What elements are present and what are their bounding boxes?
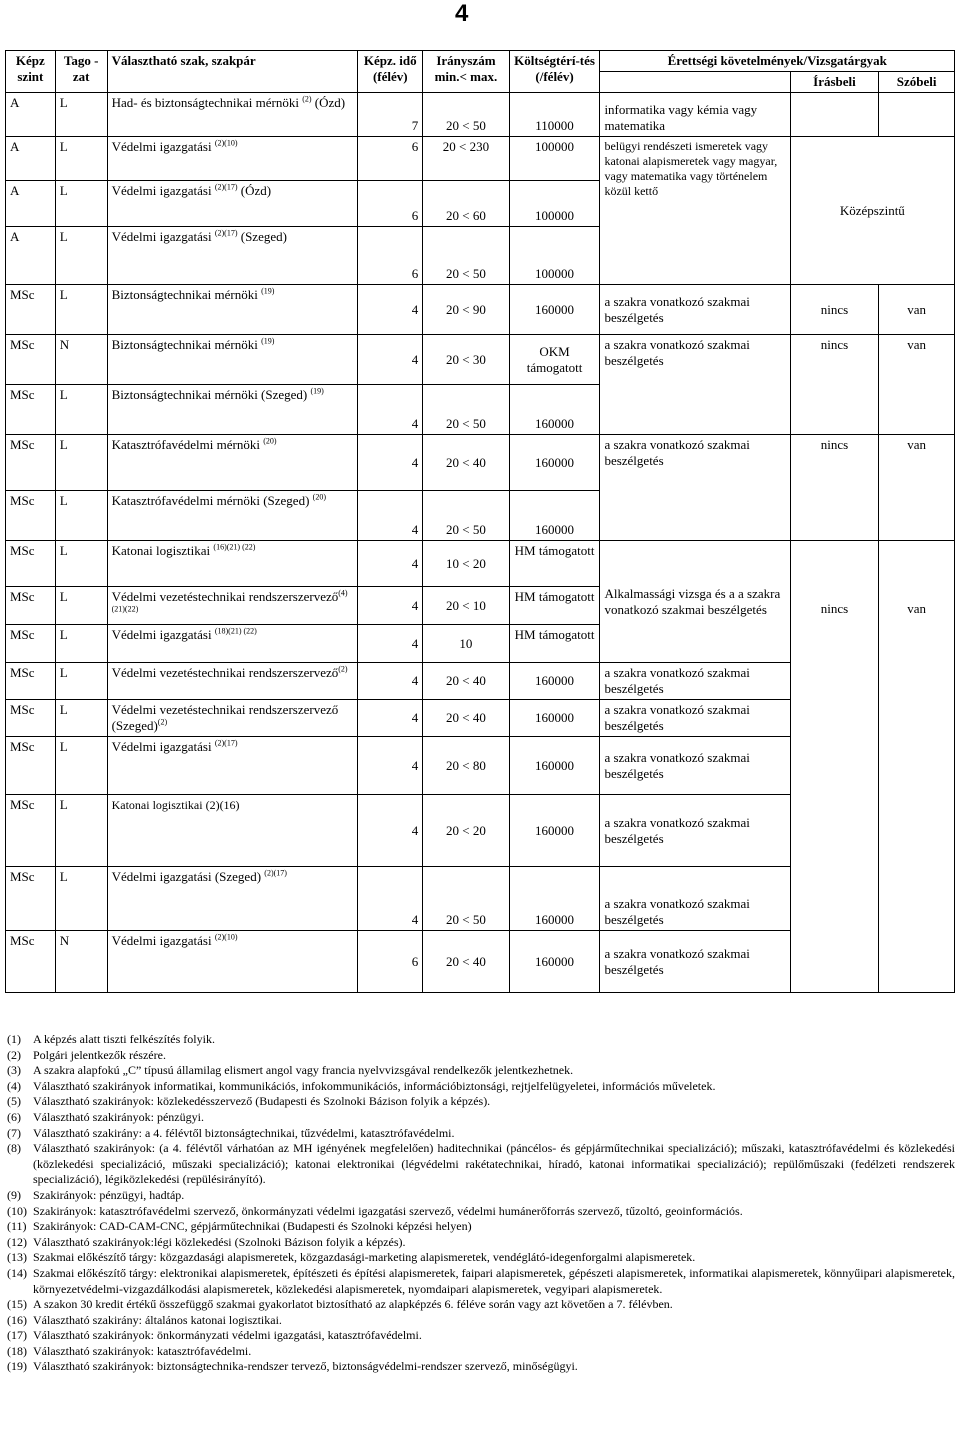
cell-irany: 10	[423, 625, 509, 663]
cell-szak: Védelmi igazgatási $^{(18)(21) (22)}$	[107, 625, 358, 663]
cell-ido: 4	[358, 587, 423, 625]
footnote	[7, 1141, 955, 1188]
cell-tag: L	[55, 587, 107, 625]
cell-szak: Védelmi igazgatási (Szeged) $^{(2)(17)}$	[107, 867, 358, 931]
cell-erettsegi: a szakra vonatkozó szakmai beszélgetés	[600, 737, 790, 795]
footnote-text: Választható szakirányok: biztonságtechnika-rendszer tervező, biztonságvédelmi-rendszer szervező, minőségügyi.	[33, 1359, 578, 1374]
table-row	[6, 93, 955, 137]
cell-irasbeli: nincs	[790, 285, 879, 335]
cell-irany: 20 < 40	[423, 931, 509, 993]
footnote-text: A szakra alapfokú „C” típusú államilag elismert angol vagy francia nyelvvizsgával rendelkezők jelentkezhetnek.	[33, 1063, 574, 1078]
cell-irany: 20 < 40	[423, 700, 509, 737]
cell-szobeli: van	[879, 285, 955, 335]
cell-ido: 6	[358, 181, 423, 227]
cell-irany: 20 < 50	[423, 867, 509, 931]
cell-erettsegi: a szakra vonatkozó szakmai beszélgetés	[600, 285, 790, 335]
footnote	[7, 1297, 955, 1313]
footnote-text: A szakon 30 kredit értékű összefüggő szakmai gyakorlatot biztosítható az alapképzés 6. féléve során vagy azt követően a 7. félévben.	[33, 1297, 673, 1312]
footnote-number: (16)	[7, 1312, 27, 1327]
footnote-number: (1)	[7, 1032, 21, 1046]
footnote	[7, 1063, 955, 1079]
footnote	[7, 1204, 955, 1220]
footnote-number: (2)	[7, 1047, 21, 1062]
cell-koltseg: HM támogatott	[509, 541, 600, 587]
cell-koltseg: 160000	[509, 435, 600, 491]
cell-ido: 4	[358, 385, 423, 435]
cell-ido: 4	[358, 867, 423, 931]
cell-ido: 4	[358, 285, 423, 335]
cell-ido: 6	[358, 931, 423, 993]
cell-ido: 6	[358, 137, 423, 181]
cell-koltseg: 100000	[509, 137, 600, 181]
cell-szak: Biztonságtechnikai mérnöki (Szeged) $^{(19)}$	[107, 385, 358, 435]
cell-koltseg: 160000	[509, 491, 600, 541]
cell-szint: MSc	[6, 587, 56, 625]
cell-szint: MSc	[6, 625, 56, 663]
cell-szak: Védelmi igazgatási $^{(2)(17)}$	[107, 737, 358, 795]
cell-irany: 20 < 80	[423, 737, 509, 795]
footnote-text: Szakmai előkészítő tárgy: elektronikai alapismeretek, építészeti és építési alapismeretek, faipari alapismeretek, gépészeti alapismeretek, informatikai alapismeretek, könnyűipari alapismeretek, környezetvédelmi-vizgazdálkodási alapismeretek, közlekedési alapismeretek, nyomdaipari alapismeretek, vegyipari alapismeretek.	[33, 1265, 955, 1296]
cell-irany: 20 < 60	[423, 181, 509, 227]
cell-irany: 20 < 40	[423, 435, 509, 491]
cell-szint: MSc	[6, 335, 56, 385]
header-tagozat: Tago -zat	[55, 51, 107, 93]
table-row	[6, 541, 955, 587]
cell-ido: 4	[358, 663, 423, 700]
cell-szobeli: van	[879, 435, 955, 541]
cell-ido: 4	[358, 795, 423, 867]
cell-ido: 4	[358, 541, 423, 587]
footnote-text: Polgári jelentkezők részére.	[33, 1047, 166, 1062]
cell-szak: Védelmi vezetéstechnikai rendszerszervező (Szeged)$^{(2)}$	[107, 700, 358, 737]
footnote	[7, 1235, 955, 1251]
footnote-number: (12)	[7, 1234, 27, 1249]
table-row	[6, 335, 955, 385]
cell-szint: A	[6, 181, 56, 227]
admission-table	[5, 50, 955, 993]
footnote-number: (18)	[7, 1343, 27, 1358]
cell-tag: L	[55, 700, 107, 737]
cell-tag: L	[55, 795, 107, 867]
cell-tag: L	[55, 137, 107, 181]
header-iranyszam: Irányszám min.< max.	[423, 51, 509, 93]
cell-tag: L	[55, 491, 107, 541]
cell-koltseg: 160000	[509, 737, 600, 795]
cell-irany: 20 < 10	[423, 587, 509, 625]
footnote	[7, 1313, 955, 1329]
cell-szak: Had- és biztonságtechnikai mérnöki $^{(2)}$ (Ózd)	[107, 93, 358, 137]
header-irasbeli: Írásbeli	[790, 72, 879, 93]
footnote	[7, 1094, 955, 1110]
cell-koltseg: HM támogatott	[509, 587, 600, 625]
footnote-number: (19)	[7, 1359, 27, 1374]
footnote-text: Választható szakirányok:légi közlekedési (Szolnoki Bázison folyik a képzés).	[33, 1234, 406, 1249]
footnote-text: Választható szakirányok: pénzügyi.	[33, 1109, 204, 1124]
table-row	[6, 285, 955, 335]
page-number: 4	[455, 0, 469, 27]
cell-ido: 4	[358, 737, 423, 795]
cell-szint: MSc	[6, 663, 56, 700]
cell-szak: Biztonságtechnikai mérnöki $^{(19)}$	[107, 335, 358, 385]
cell-szint: MSc	[6, 385, 56, 435]
cell-koltseg: HM támogatott	[509, 625, 600, 663]
cell-irany: 20 < 230	[423, 137, 509, 181]
cell-erettsegi: a szakra vonatkozó szakmai beszélgetés	[600, 663, 790, 700]
header-koltseg: Költségtérí-tés (/félév)	[509, 51, 600, 93]
footnote-text: A képzés alatt tiszti felkészítés folyik.	[33, 1032, 215, 1046]
cell-szak: Védelmi igazgatási $^{(2)(10)}$	[107, 137, 358, 181]
header-szak: Választható szak, szakpár	[107, 51, 358, 93]
footnote	[7, 1344, 955, 1360]
footnote	[7, 1048, 955, 1064]
footnote	[7, 1188, 955, 1204]
cell-erettsegi: a szakra vonatkozó szakmai beszélgetés	[600, 700, 790, 737]
cell-irany: 20 < 30	[423, 335, 509, 385]
cell-tag: L	[55, 93, 107, 137]
cell-irany: 20 < 50	[423, 491, 509, 541]
cell-koltseg: 160000	[509, 385, 600, 435]
cell-irany: 20 < 40	[423, 663, 509, 700]
header-szobeli: Szóbeli	[879, 72, 955, 93]
footnote-text: Választható szakirányok: önkormányzati védelmi igazgatási, katasztrófavédelmi.	[33, 1328, 422, 1343]
cell-irany: 20 < 50	[423, 93, 509, 137]
header-kepz-szint: Képz szint	[6, 51, 56, 93]
cell-irasbeli: nincs	[790, 541, 879, 993]
footnote-number: (8)	[7, 1141, 21, 1156]
cell-szint: MSc	[6, 435, 56, 491]
cell-szint: MSc	[6, 795, 56, 867]
cell-szint: A	[6, 137, 56, 181]
cell-szint: MSc	[6, 491, 56, 541]
cell-tag: L	[55, 663, 107, 700]
cell-szak: Védelmi igazgatási $^{(2)(17)}$ (Szeged)	[107, 227, 358, 285]
cell-szak: Katasztrófavédelmi mérnöki $^{(20)}$	[107, 435, 358, 491]
table-row	[6, 137, 955, 181]
cell-tag: L	[55, 625, 107, 663]
cell-ido: 4	[358, 700, 423, 737]
footnote-number: (11)	[7, 1219, 27, 1234]
cell-szak: Biztonságtechnikai mérnöki $^{(19)}$	[107, 285, 358, 335]
cell-szint-kozep: Középszintű	[790, 137, 954, 285]
cell-szint: MSc	[6, 737, 56, 795]
cell-ido: 4	[358, 435, 423, 491]
footnote-number: (7)	[7, 1125, 21, 1140]
cell-koltseg: 100000	[509, 181, 600, 227]
footnote	[7, 1126, 955, 1142]
cell-erettsegi: a szakra vonatkozó szakmai beszélgetés	[600, 795, 790, 867]
footnotes	[7, 1032, 955, 1375]
cell-koltseg: 160000	[509, 700, 600, 737]
footnote	[7, 1359, 955, 1375]
cell-ido: 7	[358, 93, 423, 137]
footnote-number: (9)	[7, 1187, 21, 1202]
footnote	[7, 1266, 955, 1297]
footnote-text: Választható szakirány: a 4. félévtől biztonságtechnikai, tűzvédelmi, katasztrófavédelmi.	[33, 1125, 455, 1140]
cell-koltseg: 110000	[509, 93, 600, 137]
cell-szak: Védelmi vezetéstechnikai rendszerszervező$^{(2)}$	[107, 663, 358, 700]
footnote-number: (14)	[7, 1265, 27, 1280]
cell-szobeli: van	[879, 335, 955, 435]
cell-erettsegi: Alkalmassági vizsga és a a szakra vonatkozó szakmai beszélgetés	[600, 541, 790, 663]
cell-tag: N	[55, 931, 107, 993]
cell-szak: Katonai logisztikai (2)(16)	[107, 795, 358, 867]
cell-koltseg: 160000	[509, 663, 600, 700]
cell-koltseg: 160000	[509, 867, 600, 931]
cell-tag: L	[55, 737, 107, 795]
cell-tag: L	[55, 181, 107, 227]
footnote	[7, 1328, 955, 1344]
cell-ido: 4	[358, 491, 423, 541]
cell-tag: L	[55, 285, 107, 335]
cell-erettsegi: a szakra vonatkozó szakmai beszélgetés	[600, 867, 790, 931]
cell-koltseg: 160000	[509, 931, 600, 993]
footnote-text: Szakirányok: katasztrófavédelmi szervező, önkormányzati védelmi igazgatási szervező, védelmi humánerőforrás szervező, tűzoltó, geoinformációs.	[33, 1203, 743, 1218]
cell-szint: MSc	[6, 285, 56, 335]
cell-koltseg: 160000	[509, 795, 600, 867]
cell-erettsegi: a szakra vonatkozó szakmai beszélgetés	[600, 335, 790, 435]
footnote	[7, 1219, 955, 1235]
header-kepz-ido: Képz. idő (félév)	[358, 51, 423, 93]
footnote-text: Választható szakirányok: (a 4. félévtől várhatóan az MH igényének megfelelően) haditechnikai (páncélos- és gépjárműtechnikai specializáció); műszaki, katasztrófavédelmi és közlekedési (közlekedési specializáció, műszaki specializáció); katonai elektronikai (légvédelmi rakétatechnikai, híradó, katonai informatikai specializáció); repülőműszaki (fedélzeti rendszerek specializáció), légiközlekedési (repülésirányító).	[33, 1141, 955, 1187]
cell-ido: 6	[358, 227, 423, 285]
cell-szak: Védelmi igazgatási $^{(2)(17)}$ (Ózd)	[107, 181, 358, 227]
footnote-number: (6)	[7, 1109, 21, 1124]
footnote-text: Szakmai előkészítő tárgy: közgazdasági alapismeretek, közgazdasági-marketing alapismeretek, vendéglátó-idegenforgalmi alapismeretek.	[33, 1250, 696, 1265]
cell-irany: 20 < 20	[423, 795, 509, 867]
cell-szak: Katasztrófavédelmi mérnöki (Szeged) $^{(20)}$	[107, 491, 358, 541]
table-row	[6, 435, 955, 491]
footnote-text: Választható szakirányok: katasztrófavédelmi.	[33, 1343, 252, 1358]
footnote-text: Választható szakirányok: közlekedésszervező (Budapesti és Szolnoki Bázison folyik a képzés).	[33, 1094, 491, 1109]
footnote-number: (17)	[7, 1328, 27, 1343]
cell-irasbeli: nincs	[790, 435, 879, 541]
cell-ido: 4	[358, 335, 423, 385]
footnote-number: (4)	[7, 1078, 21, 1093]
footnote-number: (13)	[7, 1250, 27, 1265]
cell-szint: A	[6, 227, 56, 285]
cell-szint: MSc	[6, 700, 56, 737]
header-row	[6, 51, 955, 72]
cell-koltseg: OKM támogatott	[509, 335, 600, 385]
footnote-number: (15)	[7, 1297, 27, 1312]
cell-szint: MSc	[6, 541, 56, 587]
cell-tag: L	[55, 435, 107, 491]
cell-szobeli: van	[879, 541, 955, 993]
cell-irasbeli: nincs	[790, 335, 879, 435]
cell-tag: L	[55, 227, 107, 285]
cell-koltseg: 160000	[509, 285, 600, 335]
footnote	[7, 1110, 955, 1126]
cell-szak: Védelmi vezetéstechnikai rendszerszervező$^{(4)(21)(22)}$	[107, 587, 358, 625]
footnote-number: (3)	[7, 1063, 21, 1078]
cell-szint: MSc	[6, 931, 56, 993]
cell-irasbeli	[790, 93, 879, 137]
footnote	[7, 1032, 955, 1048]
cell-szobeli	[879, 93, 955, 137]
cell-tag: N	[55, 335, 107, 385]
cell-szint: A	[6, 93, 56, 137]
cell-szak: Védelmi igazgatási $^{(2)(10)}$	[107, 931, 358, 993]
cell-szint: MSc	[6, 867, 56, 931]
cell-ido: 4	[358, 625, 423, 663]
footnote	[7, 1250, 955, 1266]
footnote-number: (5)	[7, 1094, 21, 1109]
cell-erettsegi: informatika vagy kémia vagy matematika	[600, 93, 790, 137]
footnote-text: Szakirányok: pénzügyi, hadtáp.	[33, 1187, 185, 1202]
footnote-text: Választható szakirányok informatikai, kommunikációs, infokommunikációs, információbiztonsági, rejtjelfelügyeletei, információs műveletek.	[33, 1078, 716, 1093]
header-erettsegi: Érettségi követelmények/Vizsgatárgyak	[600, 51, 955, 72]
cell-erettsegi: a szakra vonatkozó szakmai beszélgetés	[600, 931, 790, 993]
cell-erettsegi: a szakra vonatkozó szakmai beszélgetés	[600, 435, 790, 541]
footnote-text: Választható szakirány: általános katonai logisztikai.	[33, 1312, 282, 1327]
cell-irany: 20 < 90	[423, 285, 509, 335]
cell-szak: Katonai logisztikai $^{(16)(21) (22)}$	[107, 541, 358, 587]
footnote-number: (10)	[7, 1203, 27, 1218]
cell-tag: L	[55, 385, 107, 435]
cell-koltseg: 100000	[509, 227, 600, 285]
cell-erettsegi: belügyi rendészeti ismeretek vagy katonai alapismeretek vagy magyar, vagy matematika vagy történelem közül kettő	[600, 137, 790, 285]
cell-irany: 10 < 20	[423, 541, 509, 587]
cell-tag: L	[55, 867, 107, 931]
cell-irany: 20 < 50	[423, 227, 509, 285]
cell-tag: L	[55, 541, 107, 587]
cell-irany: 20 < 50	[423, 385, 509, 435]
footnote-text: Szakirányok: CAD-CAM-CNC, gépjárműtechnikai (Budapesti és Szolnoki képzési helyen)	[33, 1219, 472, 1234]
footnote	[7, 1079, 955, 1095]
